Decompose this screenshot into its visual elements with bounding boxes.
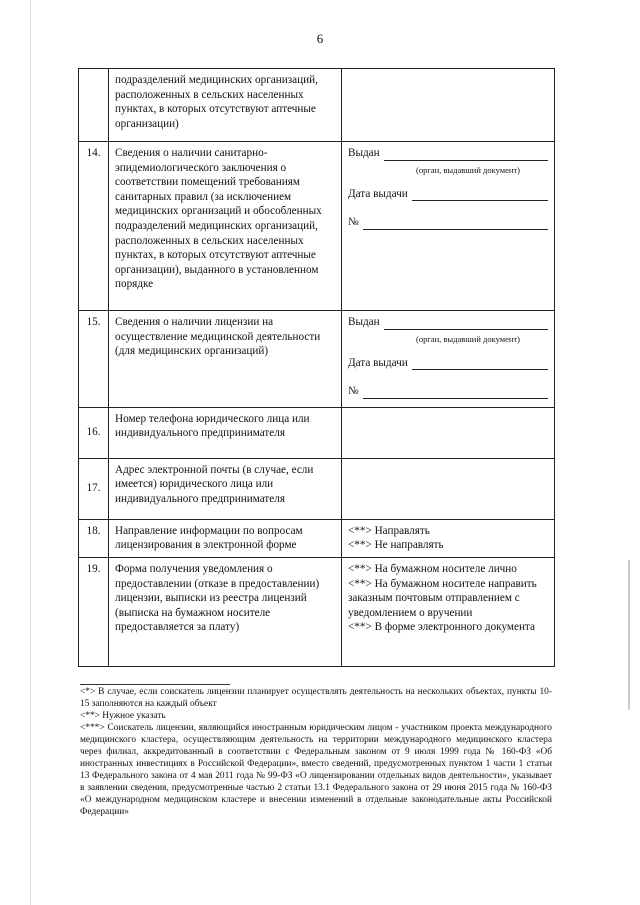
application-form-table <box>78 68 555 667</box>
issue-date-field[interactable] <box>348 187 548 202</box>
row-value-empty[interactable] <box>342 69 555 142</box>
row-number: 15. <box>79 311 109 408</box>
issued-by-field[interactable] <box>348 146 548 161</box>
issued-by-field[interactable] <box>348 315 548 330</box>
row-number <box>79 69 109 142</box>
issue-date-line[interactable] <box>412 357 548 370</box>
footnote-foreign-entity: <***> Соискатель лицензии, являющийся иностранным юридическим лицом - участником проекта международного медицинского кластера, осуществляющим деятельность на территории международного медицинского кластера через филиал, аккредитованный в соответствии с Федеральным законом от 9 июля 1999 года № 160-ФЗ «Об иностранных инвестициях в Российской Федерации», вместо сведений, предусмотренных пунктом 1 части 1 статьи 13 Федерального закона от 4 мая 2011 года № 99-ФЗ «О лицензировании отдельных видов деятельности», указывает в заявлении сведения, предусмотренные частью 2 статьи 13.1 Федерального закона от 29 июня 2015 года № 160-ФЗ «О международном медицинском кластере и внесении изменений в отдельные законодательные акты Российской Федерации» <box>80 723 552 817</box>
table-row <box>79 69 555 142</box>
issued-by-line[interactable] <box>384 317 548 330</box>
notification-form-options <box>342 557 555 666</box>
option-send[interactable]: <**> Направлять <box>348 524 430 537</box>
table-row <box>79 407 555 458</box>
document-number-line[interactable] <box>363 386 548 399</box>
row-description: Направление информации по вопросам лицензирования в электронной форме <box>109 519 342 557</box>
issued-by-caption: (орган, выдавший документ) <box>416 164 520 175</box>
electronic-info-options <box>342 519 555 557</box>
footnotes <box>80 680 552 818</box>
row-number: 19. <box>79 557 109 666</box>
option-paper-by-mail[interactable]: <**> На бумажном носителе направить заказным почтовым отправлением с уведомлением о вручении <box>348 577 537 619</box>
row-description: Адрес электронной почты (в случае, если имеется) юридического лица или индивидуального предпринимателя <box>109 458 342 519</box>
issue-date-line[interactable] <box>412 188 548 201</box>
row-number: 16. <box>79 407 109 458</box>
table-row <box>79 557 555 666</box>
phone-number-field[interactable] <box>342 407 555 458</box>
document-number-line[interactable] <box>363 217 548 230</box>
row-description: Сведения о наличии санитарно-эпидемиологического заключения о соответствии помещений требованиям санитарных правил (за исключением медицинских организаций и обособленных подразделений медицинских организаций, расположенных в сельских населенных пунктах, в которых отсутствуют аптечные организации), выданного в установленном порядке <box>109 142 342 311</box>
issued-by-label: Выдан <box>348 147 380 159</box>
issued-by-label: Выдан <box>348 316 380 328</box>
option-electronic-document[interactable]: <**> В форме электронного документа <box>348 621 535 634</box>
row-number: 17. <box>79 458 109 519</box>
option-do-not-send[interactable]: <**> Не направлять <box>348 539 444 552</box>
document-number-label: № <box>348 385 359 398</box>
email-field[interactable] <box>342 458 555 519</box>
issued-by-caption: (орган, выдавший документ) <box>416 333 520 344</box>
issued-by-line[interactable] <box>384 148 548 161</box>
footnote-objects: <*> В случае, если соискатель лицензии планирует осуществлять деятельность на нескольких объектах, пункты 10-15 заполняются на каждый объект <box>80 687 552 709</box>
document-number-field[interactable] <box>348 384 548 399</box>
issue-date-field[interactable] <box>348 356 548 371</box>
sanitary-certificate-fields <box>342 142 555 311</box>
license-fields <box>342 311 555 408</box>
scan-edge-mark <box>628 560 630 710</box>
issue-date-label: Дата выдачи <box>348 356 408 369</box>
scan-edge-mark <box>30 0 31 905</box>
footnote-specify: <**> Нужное указать <box>80 711 166 721</box>
document-number-label: № <box>348 216 359 229</box>
row-description: Номер телефона юридического лица или индивидуального предпринимателя <box>109 407 342 458</box>
document-number-field[interactable] <box>348 215 548 230</box>
option-paper-in-person[interactable]: <**> На бумажном носителе лично <box>348 562 517 575</box>
issue-date-label: Дата выдачи <box>348 187 408 200</box>
table-row <box>79 519 555 557</box>
row-description: подразделений медицинских организаций, расположенных в сельских населенных пунктах, в которых отсутствуют аптечные организации) <box>109 69 342 142</box>
page-number: 6 <box>316 31 324 46</box>
table-row <box>79 458 555 519</box>
table-row <box>79 311 555 408</box>
row-number: 18. <box>79 519 109 557</box>
table-row <box>79 142 555 311</box>
row-description: Форма получения уведомления о предоставлении (отказе в предоставлении) лицензии, выписки из реестра лицензий (выписка на бумажном носителе предоставляется за плату) <box>109 557 342 666</box>
row-number: 14. <box>79 142 109 311</box>
row-description: Сведения о наличии лицензии на осуществление медицинской деятельности (для медицинских организаций) <box>109 311 342 408</box>
